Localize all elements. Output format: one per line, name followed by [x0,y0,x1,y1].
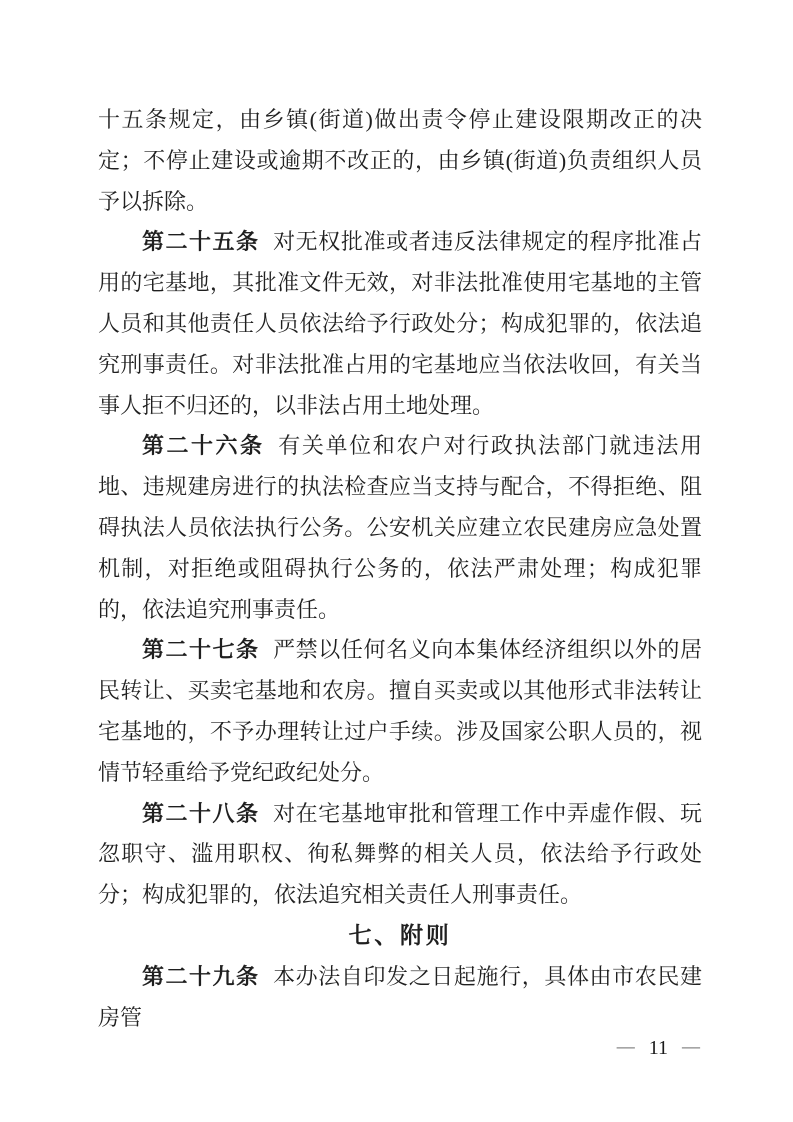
section-heading: 七、附则 [348,922,452,948]
article-number: 第二十七条 [142,637,260,663]
page-footer [617,1036,700,1060]
page-number: 11 [648,1037,668,1059]
article-number: 第二十八条 [142,800,260,826]
page-number-dash-left: — [616,1036,635,1056]
paragraph [98,794,702,916]
document-content [98,100,702,1038]
paragraph [98,222,702,426]
paragraph-text: 对在宅基地审批和管理工作中弄虚作假、玩忽职守、滥用职权、徇私舞弊的相关人员，依法给予行政处分；构成犯罪的，依法追究相关责任人刑事责任。 [98,800,702,908]
paragraph-text: 十五条规定，由乡镇(街道)做出责令停止建设限期改正的决定；不停止建设或逾期不改正的，由乡镇(街道)负责组织人员予以拆除。 [98,107,702,214]
paragraph [98,630,702,793]
paragraph-text: 有关单位和农户对行政执法部门就违法用地、违规建房进行的执法检查应当支持与配合，不得拒绝、阻碍执法人员依法执行公务。公安机关应建立农民建房应急处置机制，对拒绝或阻碍执行公务的，依法严肃处理；构成犯罪的，依法追究刑事责任。 [98,433,702,622]
article-number: 第二十五条 [142,229,260,255]
paragraph-text: 严禁以任何名义向本集体经济组织以外的居民转让、买卖宅基地和农房。擅自买卖或以其他形式非法转让宅基地的，不予办理转让过户手续。涉及国家公职人员的，视情节轻重给予党纪政纪处分。 [98,637,702,785]
article-number: 第二十六条 [142,433,265,459]
paragraph [98,100,702,222]
article-number: 第二十九条 [142,963,260,989]
paragraph-text: 对无权批准或者违反法律规定的程序批准占用的宅基地，其批准文件无效，对非法批准使用宅基地的主管人员和其他责任人员依法给予行政处分；构成犯罪的，依法追究刑事责任。对非法批准占用的宅基地应当依法收回，有关当事人拒不归还的，以非法占用土地处理。 [98,229,702,418]
page-number-dash-right: — [682,1036,700,1056]
paragraph [98,957,702,1039]
paragraph-text: 本办法自印发之日起施行，具体由市农民建房管 [98,963,702,1030]
paragraph [98,426,702,630]
